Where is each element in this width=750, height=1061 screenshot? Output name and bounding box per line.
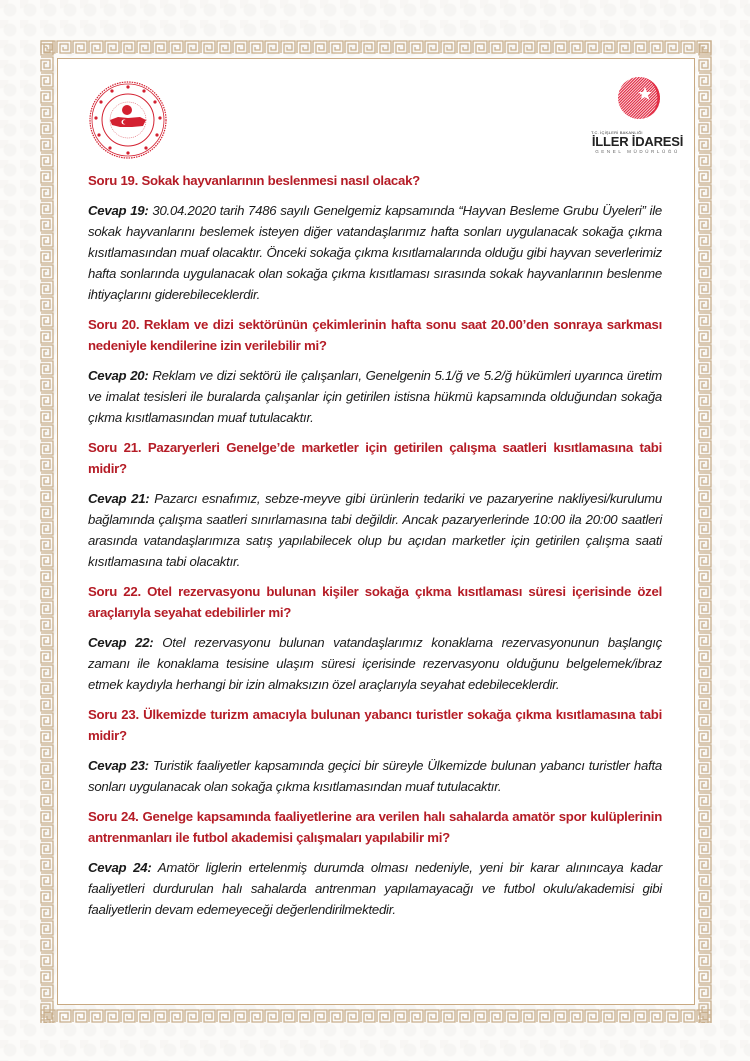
- iller-idaresi-logo: [585, 75, 690, 160]
- answer-label: Cevap 23:: [88, 758, 149, 773]
- answer-text: Turistik faaliyetler kapsamında geçici bir süreyle Ülkemizde bulunan yabancı turistler hafta sonları uygulanacak olan sokağa çıkma kısıtlamasından muaf tutulacaktır.: [88, 758, 662, 794]
- answer-text: 30.04.2020 tarih 7486 sayılı Genelgemiz kapsamında “Hayvan Besleme Grubu Üyeleri” ile sokak hayvanlarını beslemek isteyen diğer vatandaşlarımız hafta sonları uygulanacak sokağa çıkma kısıtlamasından muaf olacaktır. Önceki sokağa çıkma kısıtlamalarında olduğu gibi hayvan severlerimiz hafta sonlarında uygulanacak olan sokağa çıkma kısıtlaması sırasında sokak hayvanlarının beslenme ihtiyaçlarını giderebileceklerdir.: [88, 203, 662, 302]
- answer-text: Amatör liglerin ertelenmiş durumda olması nedeniyle, yeni bir karar alınıncaya kadar faaliyetleri durdurulan halı sahalarda antrenman yapılamayacağı ve futbol okulu/akademisi gibi faaliyetlerin devam edemeyeceği değerlendirilmektedir.: [88, 860, 662, 917]
- ministry-seal-logo: [88, 80, 168, 160]
- answer-text: Reklam ve dizi sektörü ile çalışanları, Genelgenin 5.1/ğ ve 5.2/ğ hükümleri uyarınca üretim ve imalat tesisleri ile buralarda çalışanlar için getirilen istisna hükmü kapsamında olduğundan sokağa çıkma kısıtlamasından muaf tutulacaktır.: [88, 368, 663, 425]
- answer-label: Cevap 20:: [88, 368, 149, 383]
- answer-label: Cevap 22:: [88, 635, 154, 650]
- answer-text: Pazarcı esnafımız, sebze-meyve gibi ürünlerin tedariki ve pazaryerine nakliyesi/kurulumu bağlamında çalışma saatleri sınırlamasına tabi değildir. Ancak pazaryerlerinde 10:00 ila 20:00 saatleri arasında vatandaşlarımıza satış yapılabilecek olup bu açıdan marketler için getirilen çalışma saati kısıtlamasına tabi olacaktır.: [88, 491, 662, 569]
- answer-23: [88, 755, 662, 797]
- answer-label: Cevap 19:: [88, 203, 149, 218]
- meander-border-right: [698, 40, 712, 1023]
- answer-22: [88, 632, 662, 695]
- question-24: Soru 24. Genelge kapsamında faaliyetlerine ara verilen halı sahalarda amatör spor kulüplerinin antrenmanları ile futbol akademisi çalışmaları yapılabilir mi?: [88, 809, 662, 845]
- meander-border-bottom: [40, 1009, 712, 1023]
- answer-text: Otel rezervasyonu bulunan vatandaşlarımız konaklama rezervasyonunun başlangıç zamanı ile konaklama tesisine ulaşım süresi içerisinde rezervasyonu olduğunu belgelemek/ibraz etmek kaydıyla herhangi bir izin almaksızın özel araçlarıyla seyahat edebileceklerdir.: [88, 635, 662, 692]
- faq-content: [88, 170, 662, 929]
- answer-24: [88, 857, 662, 920]
- meander-border-top: [40, 40, 712, 54]
- crescent-star-icon: [615, 75, 661, 121]
- org-main-text: İLLER İDARESİ: [591, 134, 684, 149]
- answer-20: [88, 365, 662, 428]
- question-22: Soru 22. Otel rezervasyonu bulunan kişiler sokağa çıkma kısıtlaması süresi içerisinde özel araçlarıyla seyahat edebilirler mi?: [88, 584, 662, 620]
- seal-icon: [88, 80, 168, 160]
- meander-border-left: [40, 40, 54, 1023]
- answer-21: [88, 488, 662, 572]
- answer-label: Cevap 24:: [88, 860, 152, 875]
- org-sub-text: GENEL MÜDÜRLÜĞÜ: [595, 149, 680, 154]
- answer-19: [88, 200, 662, 305]
- org-top-text: T.C. İÇİŞLERİ BAKANLIĞI: [591, 130, 643, 135]
- question-19: Soru 19. Sokak hayvanlarının beslenmesi nasıl olacak?: [88, 173, 420, 188]
- question-21: Soru 21. Pazaryerleri Genelge’de marketler için getirilen çalışma saatleri kısıtlamasına tabi midir?: [88, 440, 662, 476]
- question-20: Soru 20. Reklam ve dizi sektörünün çekimlerinin hafta sonu saat 20.00’den sonraya sarkması nedeniyle kendilerine izin verilebilir mi?: [88, 317, 662, 353]
- question-23: Soru 23. Ülkemizde turizm amacıyla bulunan yabancı turistler sokağa çıkma kısıtlamasına tabi midir?: [88, 707, 662, 743]
- answer-label: Cevap 21:: [88, 491, 150, 506]
